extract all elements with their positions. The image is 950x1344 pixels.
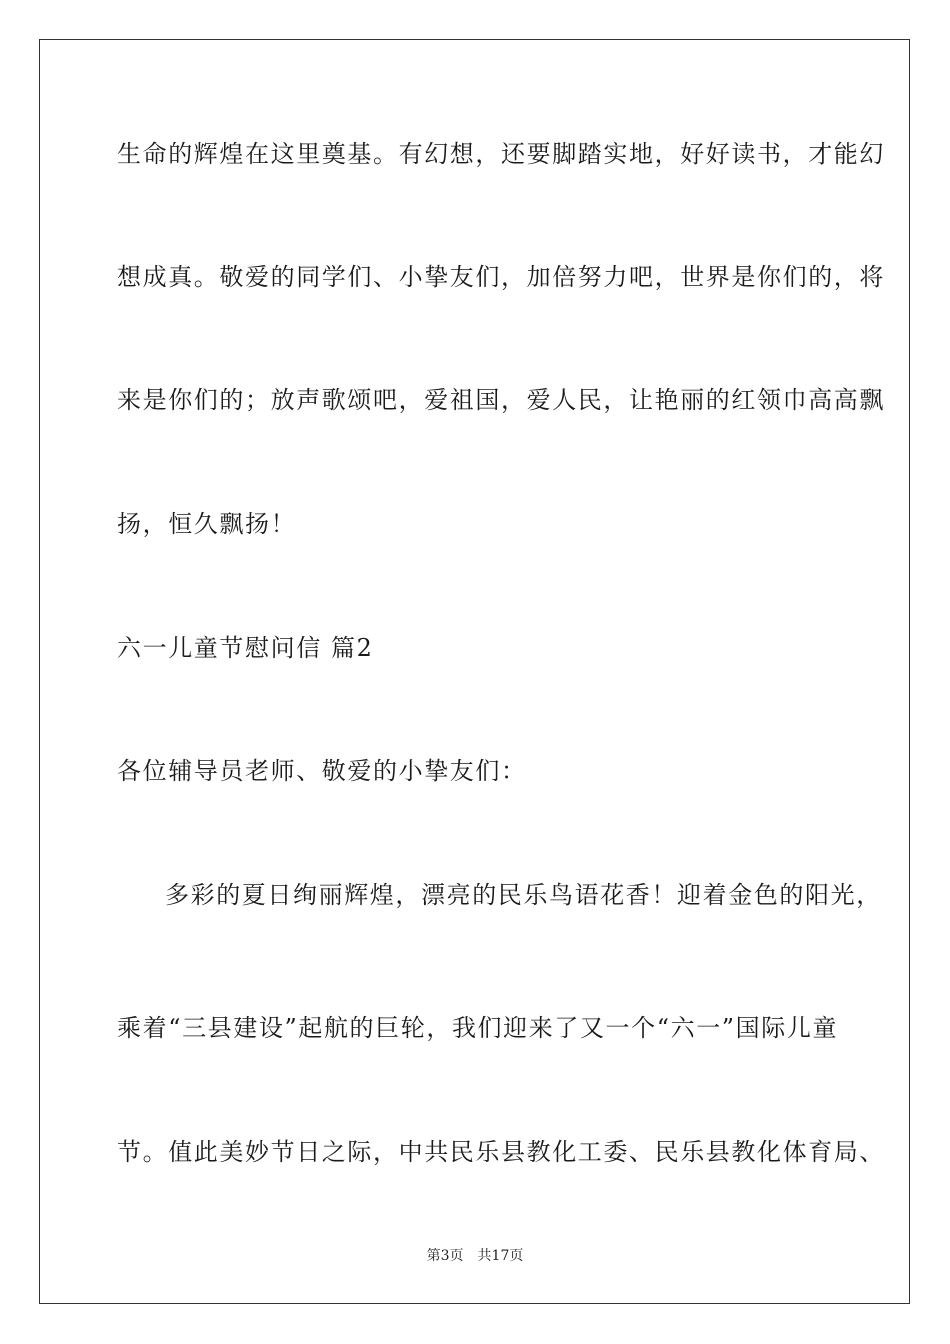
paragraph-line: 来是你们的；放声歌颂吧，爱祖国，爱人民，让艳丽的红领巾高高飘: [117, 386, 885, 414]
paragraph-line: 乘着“三县建设”起航的巨轮，我们迎来了又一个“六一”国际儿童: [117, 1014, 839, 1042]
paragraph-line: 节。值此美妙节日之际，中共民乐县教化工委、民乐县教化体育局、: [117, 1138, 885, 1166]
paragraph-line: 多彩的夏日绚丽辉煌，漂亮的民乐鸟语花香！迎着金色的阳光，: [165, 881, 882, 909]
paragraph-line: 想成真。敬爱的同学们、小挚友们，加倍努力吧，世界是你们的，将: [117, 263, 885, 291]
paragraph-line: 生命的辉煌在这里奠基。有幻想，还要脚踏实地，好好读书，才能幻: [117, 140, 885, 168]
page-footer: [0, 1247, 950, 1265]
page-number: 第3页: [426, 1248, 464, 1264]
page-border: [39, 39, 910, 1304]
paragraph-line: 扬，恒久飘扬！: [117, 510, 297, 538]
letter-salutation: 各位辅导员老师、敬爱的小挚友们：: [117, 757, 527, 785]
page-total: 共17页: [477, 1248, 524, 1264]
section-heading: 六一儿童节慰问信 篇2: [117, 634, 374, 662]
